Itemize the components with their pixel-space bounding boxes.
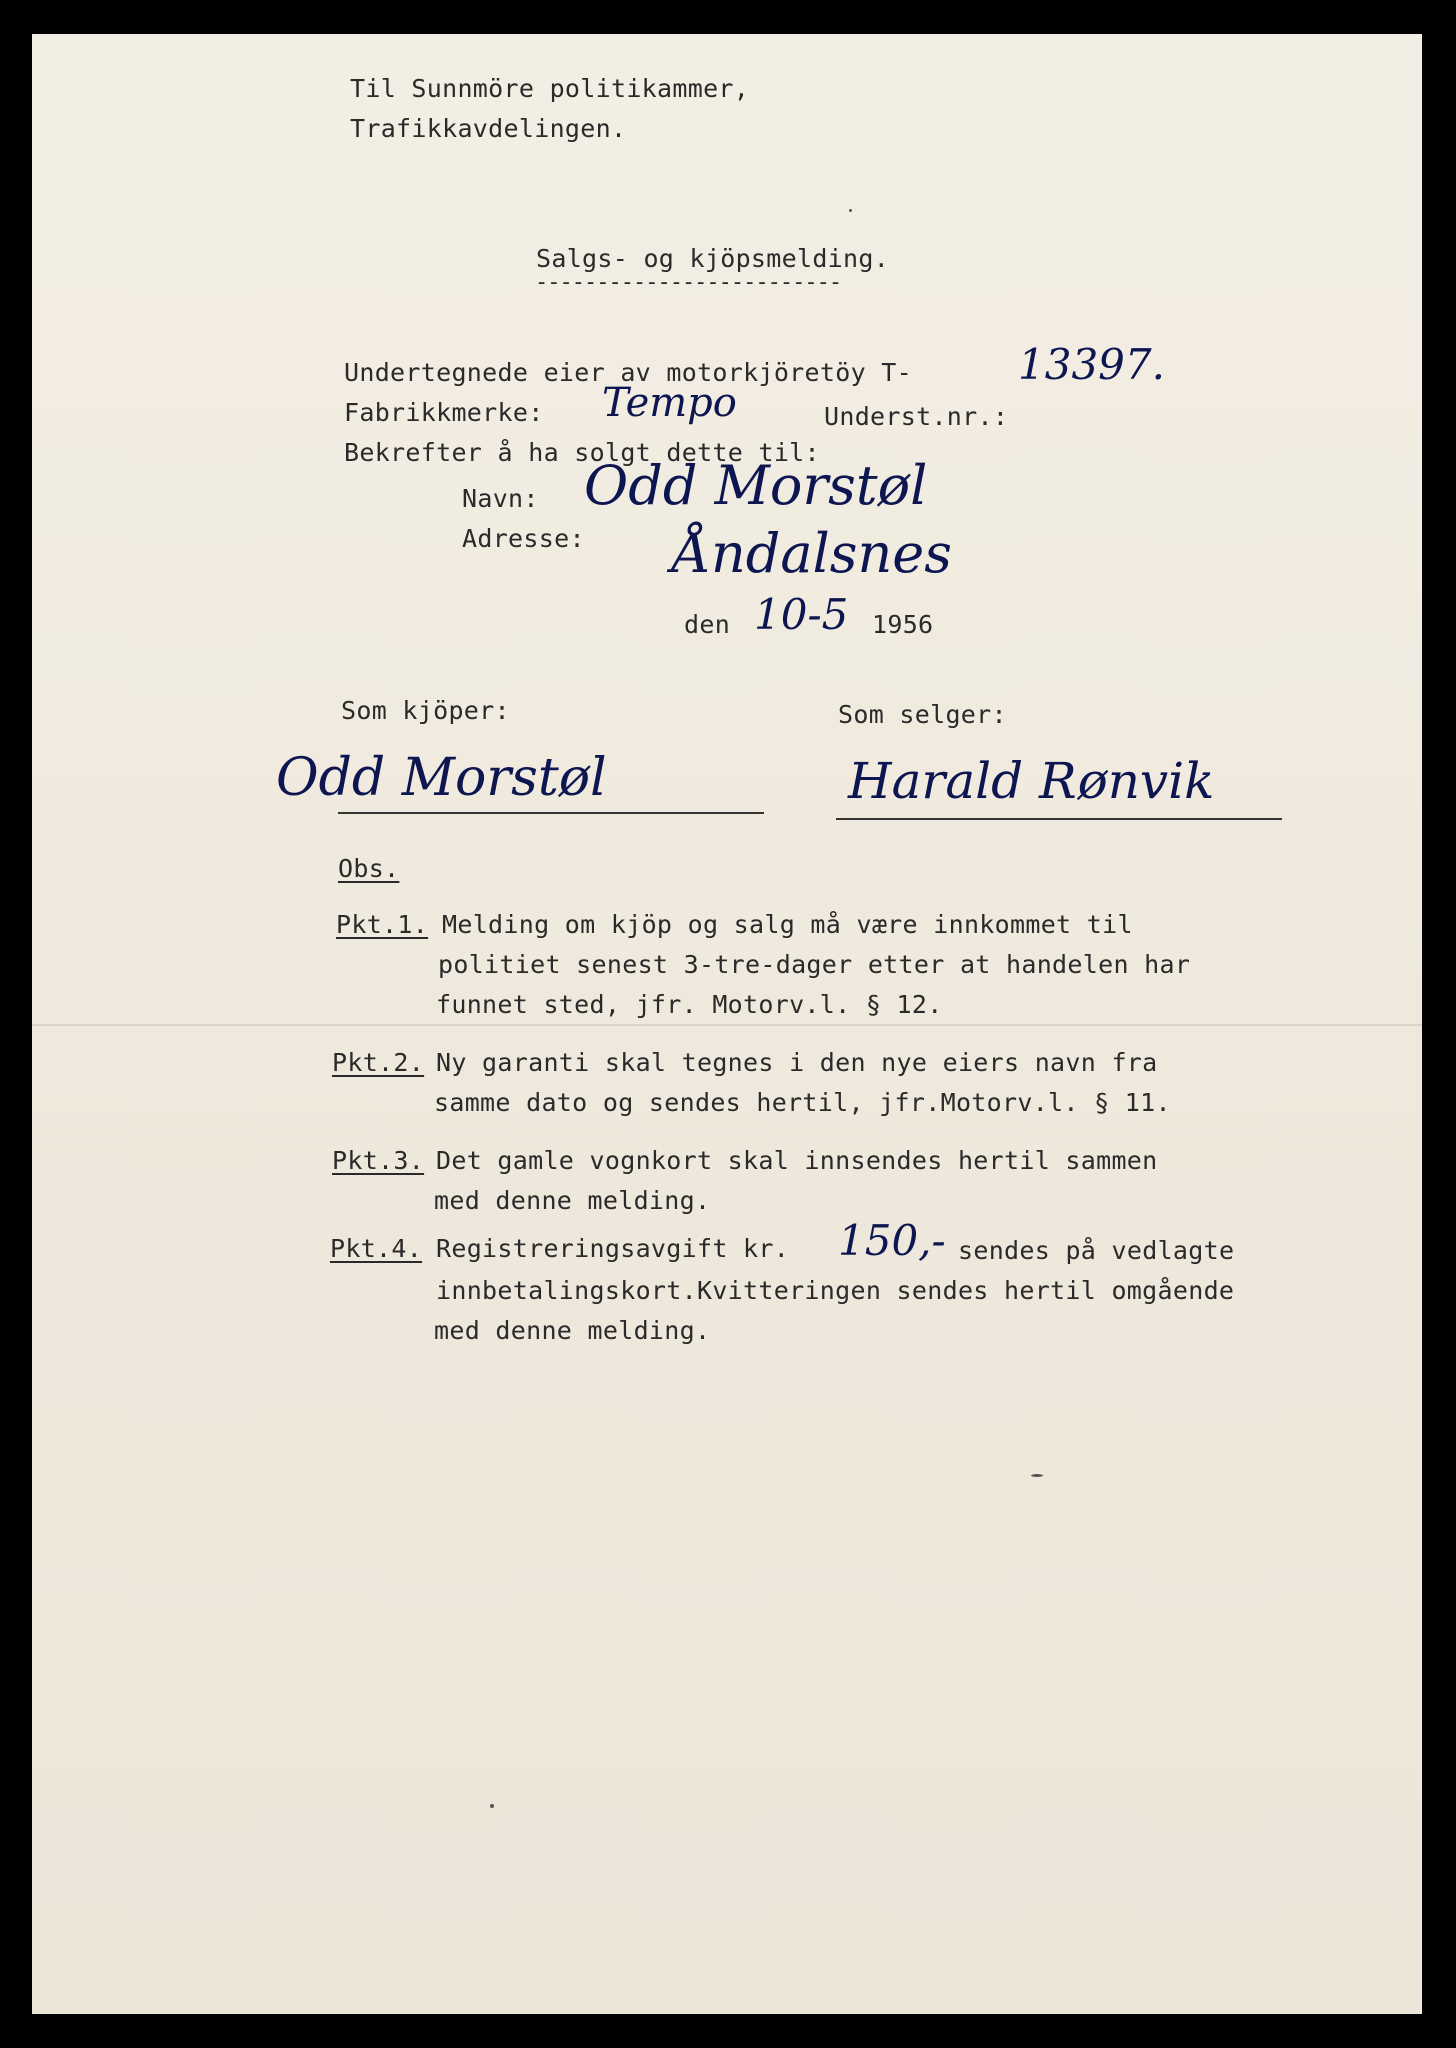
note-4-line-1a: Registreringsavgift kr. [436,1234,790,1263]
buyer-label: Som kjöper: [341,696,510,725]
note-4-label: Pkt.4. [330,1234,423,1263]
note-3-line-2: med denne melding. [434,1186,711,1215]
note-3-line-1: Det gamle vognkort skal innsendes hertil sammen [436,1146,1158,1175]
paper-speck [1031,1474,1043,1477]
note-4-line-1b: sendes på vedlagte [958,1236,1235,1265]
buyer-name-value: Odd Morstøl [584,454,928,517]
note-3-label: Pkt.3. [332,1146,425,1175]
note-4-line-3: med denne melding. [434,1316,711,1345]
buyer-signature: Odd Morstøl [276,748,607,808]
note-1-label: Pkt.1. [336,910,429,939]
make-label: Fabrikkmerke: [344,398,544,427]
document-page [32,34,1422,2014]
note-4-line-2: innbetalingskort.Kvitteringen sendes hertil omgående [436,1276,1235,1305]
paper-speck [490,1804,494,1808]
obs-heading: Obs. [338,854,400,883]
seller-signature-line [836,818,1282,820]
date-value: 10-5 [754,590,849,639]
name-label: Navn: [462,484,539,513]
note-2-line-1: Ny garanti skal tegnes i den nye eiers navn fra [436,1048,1158,1077]
document-title: Salgs- og kjöpsmelding. [536,244,890,273]
note-2-line-2: samme dato og sendes hertil, jfr.Motorv.l. § 11. [434,1088,1171,1117]
address-label: Adresse: [462,524,585,553]
note-1-line-1: Melding om kjöp og salg må være innkommet til [442,910,1133,939]
make-value: Tempo [602,380,737,426]
owner-label: Undertegnede eier av motorkjöretöy T- [344,358,912,387]
fee-amount: 150,- [838,1216,946,1265]
addressee-line-1: Til Sunnmöre politikammer, [350,74,750,103]
note-1-line-2: politiet senest 3-tre-dager etter at handelen har [438,950,1191,979]
addressee-line-2: Trafikkavdelingen. [350,114,627,143]
title-rule: ------------------------- [535,270,842,295]
note-1-line-3: funnet sted, jfr. Motorv.l. § 12. [436,990,943,1019]
date-prefix: den [684,610,731,639]
confirm-label: Bekrefter å ha solgt dette til: [344,438,820,467]
owner-reg-number: 13397. [1018,340,1165,389]
buyer-signature-line [338,812,764,814]
paper-speck [849,209,852,212]
seller-label: Som selger: [838,700,1007,729]
address-value: Åndalsnes [672,522,952,585]
note-2-label: Pkt.2. [332,1048,425,1077]
seller-signature: Harald Rønvik [848,752,1215,810]
chassis-label: Underst.nr.: [824,402,1009,431]
date-year: 1956 [872,610,934,639]
fold-crease [32,1024,1422,1026]
